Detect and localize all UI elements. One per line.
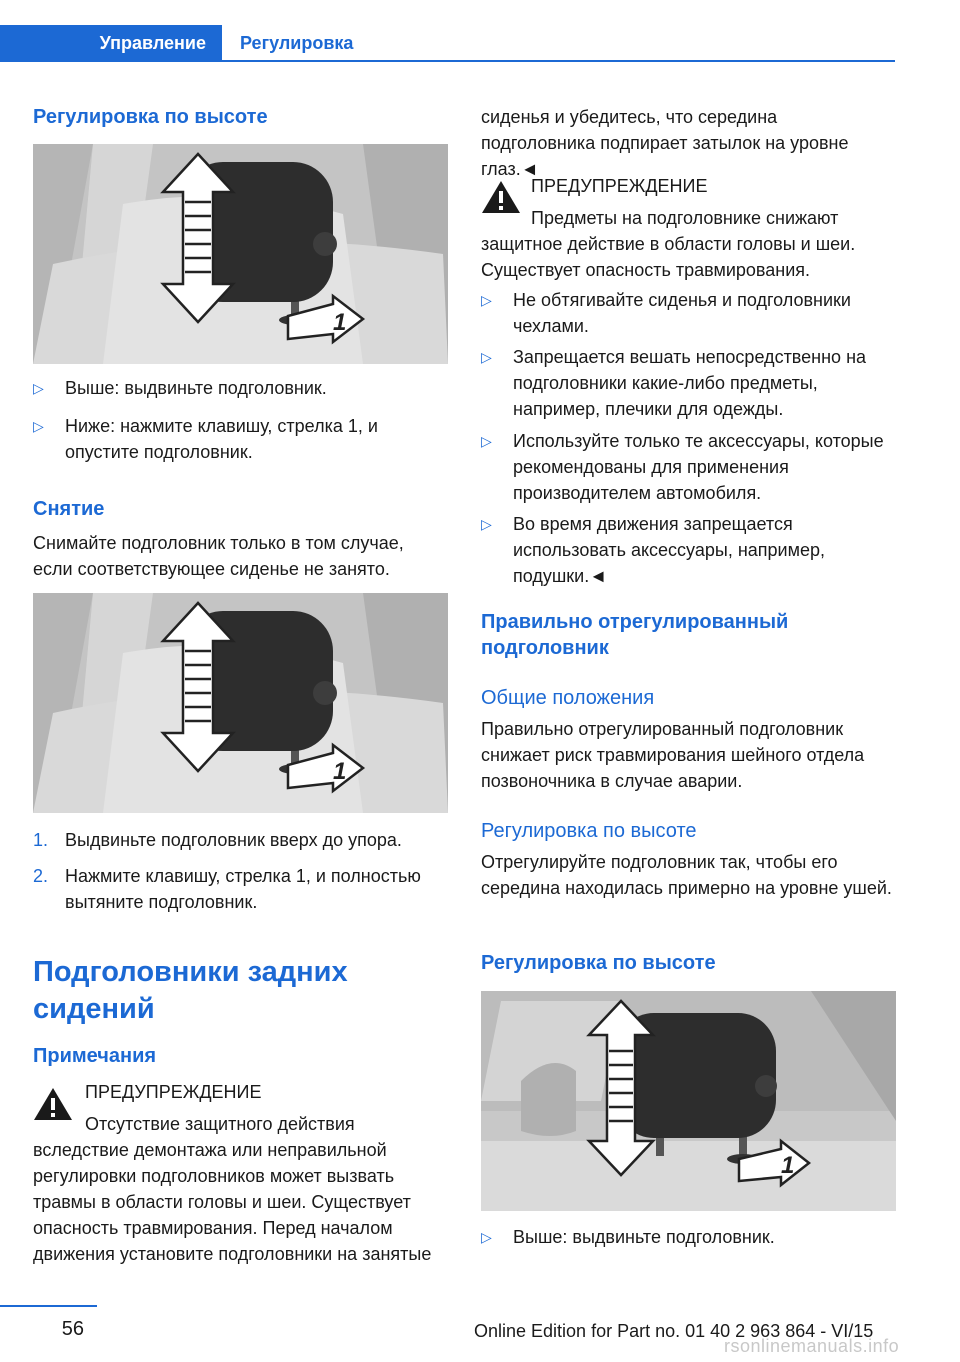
- warning-text: Предметы на подголовнике снижают защитное действие в области головы и шеи. Существует опасность травмирования.: [481, 208, 856, 280]
- list-item: [33, 863, 448, 915]
- step-number: 1.: [33, 830, 49, 850]
- removal-paragraph: Снимайте подголовник только в том случае, если соответствующее сиденье не занято.: [33, 533, 404, 579]
- list-item-text: Ниже: нажмите клавишу, стрелка 1, и опустите подголовник.: [65, 416, 378, 462]
- list-item: [481, 344, 896, 422]
- headrest-figure-1: [33, 144, 448, 364]
- list-item: [481, 1224, 896, 1250]
- callout-1-label: 1: [333, 758, 347, 785]
- list-item: [33, 827, 448, 853]
- heading-general: Общие положения: [481, 687, 655, 709]
- list-item: [481, 428, 896, 506]
- height-paragraph: Отрегулируйте подголовник так, чтобы его середина находилась примерно на уровне ушей.: [481, 852, 892, 898]
- list-item-text: Используйте только те аксессуары, которые рекомендованы для применения производителем автомобиля.: [513, 431, 884, 503]
- heading-notes: Примечания: [33, 1045, 157, 1067]
- list-item-text: Не обтягивайте сиденья и подголовники чехлами.: [513, 290, 851, 336]
- triangle-bullet-icon: ▷: [481, 349, 492, 365]
- header-divider: [0, 60, 895, 62]
- triangle-bullet-icon: ▷: [481, 433, 492, 449]
- tab-inactive-label: Регулировка: [240, 33, 354, 53]
- heading-removal: Снятие: [33, 498, 105, 520]
- triangle-bullet-icon: ▷: [481, 516, 492, 532]
- headrest-illustration-3: [481, 991, 896, 1211]
- warning-title: ПРЕДУПРЕЖДЕНИЕ: [85, 1082, 262, 1102]
- headrest-figure-2: [33, 593, 448, 813]
- triangle-bullet-icon: ▷: [481, 1229, 492, 1245]
- step-number: 2.: [33, 866, 49, 886]
- page-number: 56: [61, 1318, 84, 1340]
- triangle-bullet-icon: ▷: [33, 418, 44, 434]
- list-item: [481, 287, 896, 339]
- heading-rear-headrests: Подголовники задних сидений: [33, 956, 348, 1025]
- triangle-bullet-icon: ▷: [33, 380, 44, 396]
- list-item-text: Выдвиньте подголовник вверх до упора.: [65, 830, 402, 850]
- heading-correct-headrest: Правильно отрегулированный подголовник: [481, 611, 789, 659]
- list-item-text: Запрещается вешать непосредственно на подголовники какие-либо предметы, например, плечики для одежды.: [513, 347, 867, 419]
- heading-height-adjust: Регулировка по высоте: [33, 106, 268, 128]
- callout-1-label: 1: [781, 1152, 795, 1179]
- general-paragraph: Правильно отрегулированный подголовник снижает риск травмирования шейного отдела позвоночника в случае аварии.: [481, 719, 865, 791]
- tab-inactive-section[interactable]: [240, 25, 353, 62]
- callout-1-label: 1: [333, 309, 347, 336]
- list-item: [481, 511, 896, 589]
- list-item-text: Нажмите клавишу, стрелка 1, и полностью вытяните подголовник.: [65, 866, 421, 912]
- triangle-bullet-icon: ▷: [481, 292, 492, 308]
- edition-text: Online Edition for Part no. 01 40 2 963 864 - VI/15: [474, 1321, 874, 1341]
- list-item: [33, 413, 448, 465]
- list-item-text: Выше: выдвиньте подголовник.: [65, 378, 327, 398]
- warning-title: ПРЕДУПРЕЖДЕНИЕ: [531, 176, 708, 196]
- warning-text: Отсутствие защитного действия вследствие демонтажа или неправильной регулировки подголовников может вызвать травмы в области головы и шеи. Существует опасность травмирования. Перед началом движения установите подголовники на занятые: [33, 1114, 432, 1264]
- list-item-text: Выше: выдвиньте подголовник.: [513, 1227, 775, 1247]
- headrest-illustration-1: [33, 144, 448, 364]
- watermark-text: rsonlinemanuals.info: [724, 1336, 900, 1356]
- list-item: [33, 375, 448, 401]
- tab-active-label: Управление: [99, 33, 206, 53]
- headrest-illustration-2: [33, 593, 448, 813]
- heading-height-bold: Регулировка по высоте: [481, 952, 716, 974]
- continued-paragraph: сиденья и убедитесь, что середина подголовника подпирает затылок на уровне глаз.◄: [481, 107, 849, 179]
- tab-active-section[interactable]: [0, 25, 222, 62]
- headrest-figure-3: [481, 991, 896, 1211]
- heading-height-light: Регулировка по высоте: [481, 820, 697, 842]
- footer-divider: [0, 1305, 97, 1307]
- list-item-text: Во время движения запрещается использовать аксессуары, например, подушки.◄: [513, 514, 825, 586]
